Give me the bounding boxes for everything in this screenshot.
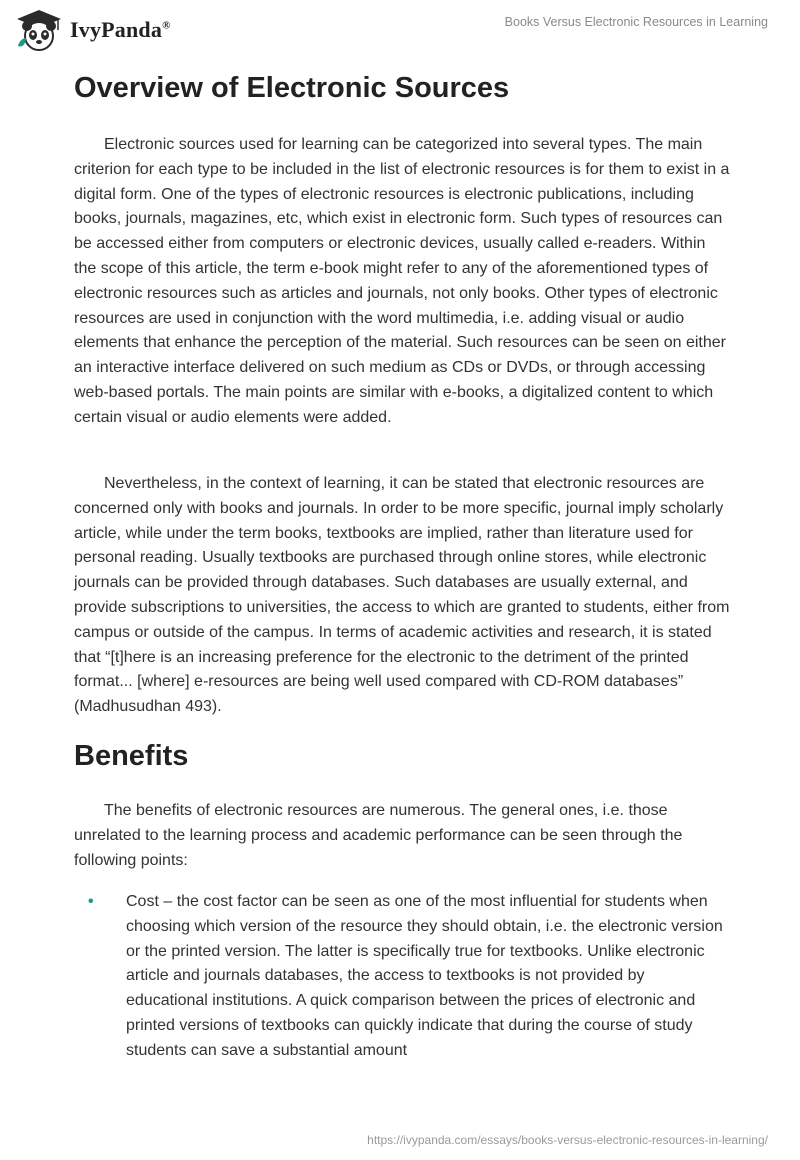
benefits-list xyxy=(74,890,730,1064)
section-heading-benefits: Benefits xyxy=(74,740,189,772)
panda-logo-icon xyxy=(14,8,64,52)
list-item-text: Cost – the cost factor can be seen as one of the most influential for students when choosing which version of the resource they should obtain, i.e. the electronic version or the printed version. The latter is specifically true for textbooks. Unlike electronic article and journals databases, the access to textbooks is not provided by educational institutions. A quick comparison between the prices of electronic and printed versions of textbooks can quickly indicate that during the course of study students can save a substantial amount xyxy=(126,893,723,1059)
paragraph-overview-2: Nevertheless, in the context of learning, it can be stated that electronic resources are concerned only with books and journals. In order to be more specific, journal imply scholarly article, while under the term books, textbooks are implied, rather than literature used for personal reading. Usually textbooks are purchased through online stores, while electronic journals can be provided through databases. Such databases are usually external, and provide subscriptions to universities, the access to which are granted to students, either from campus or outside of the campus. In terms of academic activities and research, it is stated that “[t]here is an increasing preference for the electronic to the detriment of the printed format... [where] e-resources are being well used compared with CD-ROM databases” (Madhusudhan 493). xyxy=(74,475,730,716)
list-item xyxy=(74,890,730,1064)
footer-url-link[interactable]: https://ivypanda.com/essays/books-versus-electronic-resources-in-learning/ xyxy=(367,1133,768,1147)
bullet-icon: • xyxy=(88,893,94,910)
paragraph-overview-1: Electronic sources used for learning can be categorized into several types. The main criterion for each type to be included in the list of electronic resources is for them to exist in a digital form. One of the types of electronic resources is electronic publications, including books, journals, magazines, etc, which exist in electronic form. Such types of resources can be accessed either from computers or electronic devices, usually called e-readers. Within the scope of this article, the term e-book might refer to any of the aforementioned types of electronic resources such as articles and journals, not only books. Other types of electronic resources are used in conjunction with the word multimedia, i.e. adding visual or audio elements that enhance the perception of the material. Such resources can be seen on either an interactive interface delivered on such medium as CDs or DVDs, or through accessing web-based portals. The main points are similar with e-books, a digitalized content to which certain visual or audio elements were added. xyxy=(74,136,730,426)
ivypanda-logo[interactable] xyxy=(14,8,171,52)
section-heading-overview: Overview of Electronic Sources xyxy=(74,72,510,104)
page-header xyxy=(0,0,800,60)
brand-name: IvyPanda® xyxy=(70,17,171,42)
document-title: Books Versus Electronic Resources in Learning xyxy=(504,15,768,29)
paragraph-benefits-1: The benefits of electronic resources are numerous. The general ones, i.e. those unrelated to the learning process and academic performance can be seen through the following points: xyxy=(74,802,683,869)
